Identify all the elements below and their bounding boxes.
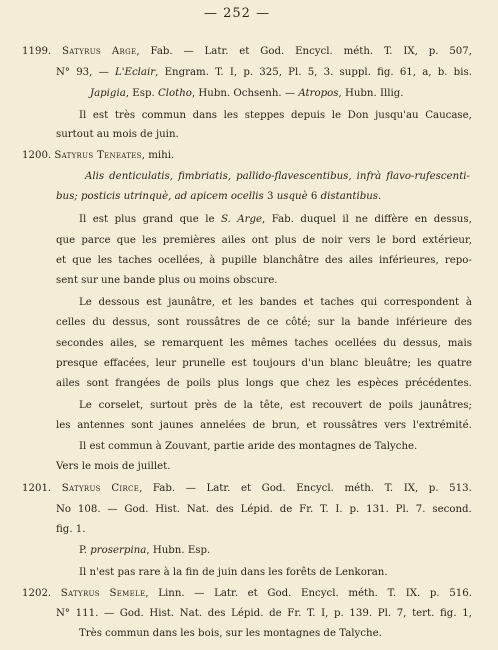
text-word: et xyxy=(247,588,258,599)
text-word: infrà xyxy=(356,171,382,182)
text-word: celles xyxy=(56,317,86,328)
text-word: 3. xyxy=(323,67,334,78)
text-word: est xyxy=(146,297,162,308)
text-word: bord xyxy=(392,235,417,246)
text-word: brun, xyxy=(271,420,300,431)
text-word: p. xyxy=(334,608,344,619)
text-word: sur xyxy=(317,317,335,328)
text-word: les xyxy=(336,378,351,389)
text-word: Satyrus xyxy=(62,46,102,57)
text-word: Il xyxy=(79,214,87,225)
text-word: I. xyxy=(335,504,343,515)
text-word: les xyxy=(97,255,113,266)
text-line xyxy=(56,275,278,287)
text-word: taches xyxy=(294,338,329,349)
text-run: Vers le mois de juillet. xyxy=(56,461,171,472)
text-word: en xyxy=(414,214,428,225)
text-line xyxy=(22,588,472,600)
text-word: L'Eclair, xyxy=(114,67,159,78)
text-word: God. xyxy=(260,46,285,57)
text-word: 108. xyxy=(77,504,101,515)
text-run: , Hubn. Ochsenh. — xyxy=(191,88,299,99)
text-word: surtout xyxy=(150,400,188,411)
text-line xyxy=(56,129,179,141)
text-line xyxy=(79,545,210,557)
text-word: a, xyxy=(422,67,432,78)
text-word: 7. xyxy=(415,504,426,515)
text-word: du xyxy=(92,317,106,328)
text-run: distantibus. xyxy=(320,191,382,202)
text-word: depuis xyxy=(291,110,326,121)
text-word: de xyxy=(302,235,316,246)
text-word: Nat. xyxy=(186,504,210,515)
text-word: S. xyxy=(220,214,231,225)
text-run: Très commun dans les bois, sur les montagnes de Talyche. xyxy=(79,628,382,639)
text-run: surtout au mois de juin. xyxy=(56,129,179,140)
text-word: jusqu'au xyxy=(375,110,419,121)
text-word: est xyxy=(290,400,306,411)
text-word: blanchâtre xyxy=(263,255,319,266)
text-word: sont xyxy=(86,378,109,389)
text-word: les xyxy=(238,297,254,308)
text-word: ont xyxy=(251,235,269,246)
text-word: Le xyxy=(79,400,92,411)
text-word: et xyxy=(221,297,232,308)
text-word: blanc xyxy=(330,358,359,369)
text-word: des xyxy=(207,608,226,619)
text-word: 61, xyxy=(399,67,417,78)
text-word: 1, xyxy=(462,608,472,619)
text-word: jaunâtres; xyxy=(419,400,472,411)
text-word: ocellées xyxy=(334,338,377,349)
text-word: Encycl. xyxy=(295,46,333,57)
text-word: 1199. xyxy=(22,46,52,57)
page-number: — 252 — xyxy=(204,6,271,21)
text-word: roussâtres xyxy=(323,420,378,431)
text-word: 1201. xyxy=(22,483,52,494)
text-word: vers xyxy=(384,420,407,431)
text-word: second. xyxy=(432,504,472,515)
text-word: fig. xyxy=(377,67,394,78)
text-run: Japigia xyxy=(90,88,126,99)
text-run: , mihi. xyxy=(141,150,175,161)
text-word: tête, xyxy=(259,400,284,411)
text-word: pallido-flavescentibus, xyxy=(236,171,352,182)
text-word: 513. xyxy=(449,483,472,494)
text-word: que xyxy=(179,214,199,225)
text-word: inférieures, xyxy=(379,255,439,266)
text-line xyxy=(56,191,381,203)
text-word: le xyxy=(205,214,215,225)
text-word: est xyxy=(92,214,109,225)
text-line xyxy=(79,400,472,412)
text-word: Encycl. xyxy=(296,483,334,494)
text-word: God. xyxy=(267,588,292,599)
text-word: 7, xyxy=(396,608,407,619)
text-line xyxy=(79,628,382,640)
text-word: commun xyxy=(141,110,187,121)
text-word: Caucase, xyxy=(425,110,472,121)
text-word: Don xyxy=(347,110,369,121)
text-run: Il est commun à Zouvant, partie aride des montagnes de Talyche. xyxy=(79,441,418,452)
text-word: Le xyxy=(79,297,92,308)
text-word: N° xyxy=(56,608,71,619)
text-word: méth. xyxy=(348,588,378,599)
text-word: de xyxy=(224,400,237,411)
text-word: se xyxy=(143,338,156,349)
text-word: Linn. xyxy=(158,588,185,599)
text-word: dessus, xyxy=(433,214,472,225)
text-word: denticulatis, xyxy=(109,171,174,182)
text-word: Latr. xyxy=(206,483,231,494)
text-word: premières xyxy=(162,235,216,246)
text-word: qui xyxy=(360,297,378,308)
text-word: Hist. xyxy=(155,504,180,515)
text-word: No xyxy=(56,504,72,515)
text-word: grand xyxy=(142,214,174,225)
text-run: proserpina xyxy=(90,545,147,556)
text-word: recouvert xyxy=(312,400,363,411)
text-word: pupille xyxy=(221,255,257,266)
text-word: p. xyxy=(243,67,254,78)
text-word: God. xyxy=(119,608,144,619)
text-word: Pl. xyxy=(377,608,392,619)
text-word: de xyxy=(167,378,180,389)
text-word: et xyxy=(240,483,252,494)
text-word: les xyxy=(142,235,157,246)
text-word: Fab. xyxy=(271,214,294,225)
text-word: Encycl. xyxy=(301,588,339,599)
text-word: presque xyxy=(56,358,98,369)
text-word: le xyxy=(331,110,342,121)
text-line xyxy=(90,88,404,100)
text-word: Circe, xyxy=(111,483,143,494)
text-word: l'extrémité. xyxy=(412,420,472,431)
text-word: I, xyxy=(229,67,238,78)
text-word: il xyxy=(342,214,349,225)
text-word: parce xyxy=(81,235,111,246)
text-word: Satyrus xyxy=(61,483,101,494)
text-word: précédentes. xyxy=(405,378,472,389)
text-line xyxy=(22,150,174,162)
text-word: Lépid. xyxy=(240,504,273,515)
text-run: Clotho xyxy=(157,88,192,99)
text-line xyxy=(56,235,472,247)
text-word: T. xyxy=(384,46,393,57)
text-word: de xyxy=(252,420,266,431)
text-word: — xyxy=(194,588,205,599)
text-word: IX. xyxy=(405,588,421,599)
text-word: est xyxy=(92,110,109,121)
text-line xyxy=(79,441,417,453)
text-word: poils xyxy=(388,400,413,411)
text-word: méth. xyxy=(344,483,375,494)
text-word: Fab. xyxy=(152,483,176,494)
text-line xyxy=(56,420,472,432)
text-word: prunelle xyxy=(182,358,226,369)
text-word: Semele, xyxy=(109,588,149,599)
text-word: bis. xyxy=(453,67,472,78)
text-word: Nat. xyxy=(179,608,203,619)
text-word: suppl. xyxy=(339,67,371,78)
text-word: jaunes xyxy=(159,420,194,431)
text-line xyxy=(56,524,86,536)
text-run: , Hubn. Esp. xyxy=(146,545,211,556)
text-word: sont xyxy=(131,420,154,431)
text-word: bandes xyxy=(259,297,297,308)
text-word: Fab. xyxy=(150,46,173,57)
text-line xyxy=(22,46,472,58)
text-word: flavo-rufescenti- xyxy=(386,171,470,182)
text-word: dessus, xyxy=(403,338,442,349)
text-word: T. xyxy=(387,588,397,599)
text-word: annelées xyxy=(200,420,246,431)
text-word: Fr. xyxy=(287,608,302,619)
text-word: secondes xyxy=(56,338,104,349)
text-word: ce xyxy=(266,317,279,328)
text-word: N° xyxy=(56,67,71,78)
text-word: Latr. xyxy=(214,588,238,599)
text-word: espèces xyxy=(357,378,399,389)
text-line xyxy=(56,378,472,390)
text-word: chez xyxy=(305,378,330,389)
text-word: le xyxy=(376,235,386,246)
text-word: inférieure xyxy=(396,317,448,328)
text-word: Arge, xyxy=(237,214,266,225)
text-word: que xyxy=(56,235,76,246)
text-word: Satyrus xyxy=(60,588,100,599)
text-word: 325, xyxy=(259,67,282,78)
text-word: et xyxy=(239,46,250,57)
text-run: 6 xyxy=(307,191,321,202)
text-word: p. xyxy=(428,46,439,57)
text-word: que xyxy=(72,255,92,266)
text-run: bus; posticis utrinquè, ad apicem ocellis xyxy=(56,191,264,202)
text-word: et xyxy=(303,297,314,308)
text-word: du xyxy=(383,338,397,349)
text-word: frangées xyxy=(115,378,161,389)
text-word: Latr. xyxy=(204,46,229,57)
text-line xyxy=(85,171,470,183)
text-word: Engram. xyxy=(164,67,209,78)
text-word: toujours xyxy=(252,358,296,369)
text-run: P. xyxy=(79,545,91,556)
text-word: — xyxy=(107,504,118,515)
text-word: sont xyxy=(157,317,180,328)
text-line xyxy=(79,110,472,122)
text-word: remarquent xyxy=(161,338,224,349)
text-word: que xyxy=(116,235,136,246)
text-line xyxy=(79,214,472,226)
text-word: extérieur, xyxy=(422,235,472,246)
text-word: très xyxy=(114,110,136,121)
text-word: taches xyxy=(320,297,355,308)
text-line xyxy=(56,608,472,620)
text-word: près xyxy=(194,400,218,411)
text-run: Il n'est pas rare à la fin de juin dans les forêts de Lenkoran. xyxy=(79,567,388,578)
text-word: dans xyxy=(192,110,218,121)
text-run: fig. 1. xyxy=(56,524,86,535)
text-word: jaunâtre, xyxy=(168,297,215,308)
text-word: 139. xyxy=(349,608,373,619)
text-line xyxy=(56,317,472,329)
text-word: à xyxy=(465,297,472,308)
text-word: quatre xyxy=(437,358,472,369)
text-word: mêmes xyxy=(251,338,288,349)
text-word: de xyxy=(369,400,382,411)
text-line xyxy=(22,483,472,495)
text-word: T. xyxy=(306,608,316,619)
text-word: ailes xyxy=(56,378,80,389)
text-word: 1202. xyxy=(22,588,52,599)
text-word: 93, xyxy=(76,67,93,78)
text-word: poils xyxy=(186,378,211,389)
text-word: 507, xyxy=(449,46,472,57)
text-word: Lépid. xyxy=(231,608,264,619)
text-word: I, xyxy=(321,608,329,619)
text-run: 3 xyxy=(263,191,277,202)
text-word: plus xyxy=(114,214,137,225)
text-word: dessous xyxy=(98,297,140,308)
text-word: de xyxy=(247,317,260,328)
text-word: côté; xyxy=(285,317,311,328)
text-word: fimbriatis, xyxy=(178,171,232,182)
text-word: Pl. xyxy=(395,504,409,515)
text-word: IX, xyxy=(403,483,419,494)
text-word: des xyxy=(215,504,234,515)
text-run: , Hubn. Illig. xyxy=(338,88,404,99)
text-word: Fr. xyxy=(299,504,314,515)
text-word: taches xyxy=(118,255,152,266)
text-word: corselet, xyxy=(98,400,144,411)
text-word: plus xyxy=(217,378,240,389)
text-word: — xyxy=(183,46,194,57)
text-word: steppes xyxy=(244,110,285,121)
text-word: — xyxy=(98,67,109,78)
text-word: que xyxy=(280,378,300,389)
text-word: diffère xyxy=(374,214,409,225)
text-line xyxy=(56,461,170,473)
text-word: God. xyxy=(124,504,149,515)
text-word: T. xyxy=(384,483,394,494)
text-word: noir xyxy=(321,235,343,246)
text-word: dessus, xyxy=(112,317,151,328)
text-word: les xyxy=(223,110,239,121)
text-word: de xyxy=(279,504,293,515)
text-word: la xyxy=(341,317,351,328)
text-word: 5, xyxy=(307,67,318,78)
text-word: T. xyxy=(320,504,329,515)
text-word: mais xyxy=(447,338,472,349)
text-word: effacées, xyxy=(103,358,150,369)
text-run: usquè xyxy=(276,191,308,202)
text-word: T. xyxy=(215,67,224,78)
text-word: les xyxy=(417,358,432,369)
text-word: repo- xyxy=(444,255,472,266)
text-line xyxy=(56,338,472,350)
text-run: , Esp. xyxy=(125,88,158,99)
text-word: duquel xyxy=(300,214,336,225)
text-word: ailes xyxy=(221,235,246,246)
text-word: les xyxy=(229,338,245,349)
text-word: God. xyxy=(261,483,286,494)
text-word: Il xyxy=(79,110,87,121)
text-line xyxy=(56,255,472,267)
text-line xyxy=(79,297,472,309)
text-word: les xyxy=(56,420,71,431)
text-word: fig. xyxy=(440,608,457,619)
text-word: b. xyxy=(437,67,448,78)
text-run: sent sur une bande plus ou moins obscure. xyxy=(56,275,278,286)
text-word: bande xyxy=(357,317,390,328)
text-word: ne xyxy=(355,214,368,225)
text-word: antennes xyxy=(77,420,125,431)
text-run: 1200. xyxy=(22,150,55,161)
text-line xyxy=(56,504,472,516)
text-word: plus xyxy=(274,235,297,246)
text-word: roussâtres xyxy=(186,317,241,328)
text-word: p. xyxy=(429,588,440,599)
text-word: p. xyxy=(349,504,360,515)
text-word: ailes xyxy=(348,255,373,266)
text-word: IX, xyxy=(403,46,418,57)
text-word: méth. xyxy=(343,46,374,57)
text-word: Pl. xyxy=(288,67,302,78)
text-word: bleuâtre; xyxy=(364,358,412,369)
text-word: 111. xyxy=(75,608,99,619)
text-word: 131. xyxy=(366,504,389,515)
text-word: et xyxy=(56,255,67,266)
text-line xyxy=(56,358,472,370)
text-word: d'un xyxy=(301,358,324,369)
text-word: des xyxy=(454,317,472,328)
text-word: à xyxy=(209,255,216,266)
text-line xyxy=(56,67,472,79)
text-word: Hist. xyxy=(149,608,175,619)
text-word: correspondent xyxy=(383,297,460,308)
text-word: leur xyxy=(155,358,177,369)
text-word: p. xyxy=(428,483,439,494)
text-word: la xyxy=(243,400,253,411)
text-run: Atropos xyxy=(298,88,339,99)
text-word: Arge, xyxy=(111,46,140,57)
text-word: — xyxy=(185,483,196,494)
text-word: ocellées, xyxy=(158,255,204,266)
text-word: — xyxy=(103,608,115,619)
text-word: longs xyxy=(245,378,274,389)
text-word: vers xyxy=(348,235,371,246)
text-word: et xyxy=(306,420,317,431)
text-word: Alis xyxy=(85,171,105,182)
text-word: tert. xyxy=(412,608,435,619)
text-word: est xyxy=(231,358,247,369)
text-word: de xyxy=(269,608,282,619)
text-run: Satyrus Teneates xyxy=(54,150,142,161)
text-line xyxy=(79,567,388,579)
text-word: des xyxy=(325,255,343,266)
text-word: ailes, xyxy=(110,338,138,349)
text-word: 516. xyxy=(449,588,472,599)
